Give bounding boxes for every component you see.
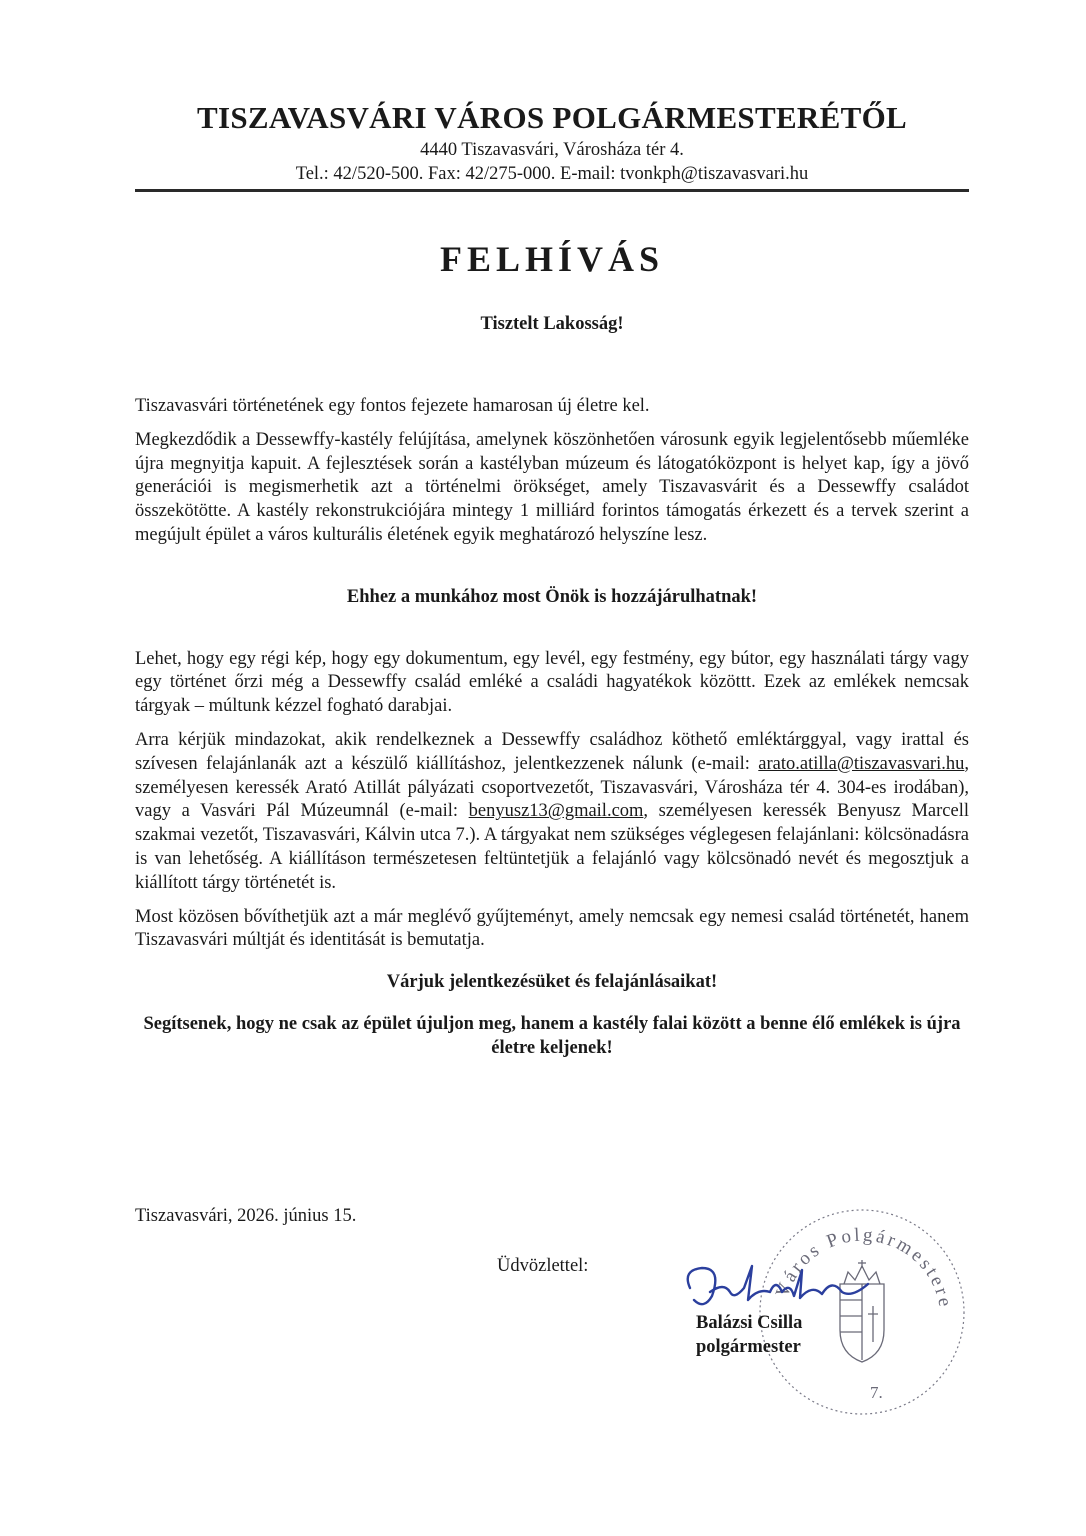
- request-text-a: Arra kérjük mindazokat, akik rendelkeznek a Dessewffy családhoz köthető emléktárggyal, vagy irattal és szívesen felajánlanák azt a készülő kiállításhoz, jelentkezzenek nálunk (e-mail:: [135, 729, 969, 774]
- paragraph-renovation: Megkezdődik a Dessewffy-kastély felújítása, amelynek köszönhetően városunk egyik legjelentősebb műemléke újra megnyitja kapuit. A fejlesztések során a kastélyban múzeum és látogatóközpont is helyet kap, így a jövő generációi is megismerhetik azt a történelmi örökséget, amely Tiszavasvárit és a Dessewffy családot összekötötte. A kastély rekonstrukciójára mintegy 1 milliárd forintos támogatás érkezett és a tervek szerint a megújult épület a város kulturális életének egyik meghatározó helyszíne lesz.: [135, 429, 969, 545]
- stamp-ring-text: Város Polgármestere: [771, 1224, 956, 1311]
- letterhead-contact: Tel.: 42/520-500. Fax: 42/275-000. E-mail: tvonkph@tiszavasvari.hu: [295, 164, 809, 184]
- letterhead: [135, 98, 969, 186]
- stamp-number: 7.: [870, 1383, 883, 1402]
- email-link-benyusz[interactable]: benyusz13@gmail.com: [468, 801, 644, 822]
- call-to-action: Ehhez a munkához most Önök is hozzájárulhatnak!: [346, 586, 758, 607]
- document-title: FELHÍVÁS: [439, 239, 665, 279]
- email-link-arato[interactable]: arato.atilla@tiszavasvari.hu: [758, 753, 965, 774]
- request-text-b: , személyesen keressék Arató Atillát pályázati csoportvezetőt, Tiszavasvári, Városháza tér 4. 304-es irodában), vagy a Vasvári Pál Múzeumnál (e-mail:: [135, 753, 969, 822]
- paragraph-intro: Tiszavasvári történetének egy fontos fejezete hamarosan új életre kel.: [135, 396, 650, 416]
- paragraph-request: [135, 729, 969, 896]
- letterhead-divider: [135, 189, 969, 192]
- letter-date: Tiszavasvári, 2026. június 15.: [135, 1206, 357, 1226]
- letter-body: [135, 395, 969, 1071]
- paragraph-memories: Lehet, hogy egy régi kép, hogy egy dokumentum, egy levél, egy festmény, egy bútor, egy használati tárgy vagy egy történet őrzi még a Dessewffy család emléké a családi hagyatékok közöttt. Ezek az emlékek nemcsak tárgyak – múltunk kézzel fogható darabjai.: [135, 648, 969, 717]
- salutation: Tisztelt Lakosság!: [480, 314, 624, 334]
- signer-name: Balázsi Csilla: [696, 1313, 803, 1333]
- greeting: Üdvözlettel:: [497, 1256, 589, 1276]
- closing-line-2: Segítsenek, hogy ne csak az épület újuljon meg, hanem a kastély falai között a benne élő emlékek is újra életre keljenek!: [143, 1013, 961, 1058]
- signer-role: polgármester: [696, 1337, 801, 1357]
- letterhead-title: TISZAVASVÁRI VÁROS POLGÁRMESTERÉTŐL: [197, 100, 907, 135]
- request-text-c: , személyesen keressék Benyusz Marcell szakmai vezetőt, Tiszavasvári, Kálvin utca 7.). A tárgyakat nem szükséges véglegesen felajánlani: kölcsönadásra is van lehetőség. A kiállításon természetesen feltüntetjük a felajánló vagy kölcsönadó nevét és megosztjuk a kiállított tárgy történetét is.: [135, 801, 969, 893]
- paragraph-collection: Most közösen bővíthetjük azt a már meglévő gyűjteményt, amely nemcsak egy nemesi család történetét, hanem Tiszavasvári múltját és identitását is bemutatja.: [135, 906, 969, 951]
- letterhead-address: 4440 Tiszavasvári, Városháza tér 4.: [420, 140, 684, 160]
- signer-block: [696, 1311, 802, 1359]
- closing-line-1: Várjuk jelentkezésüket és felajánlásaikat!: [386, 972, 718, 993]
